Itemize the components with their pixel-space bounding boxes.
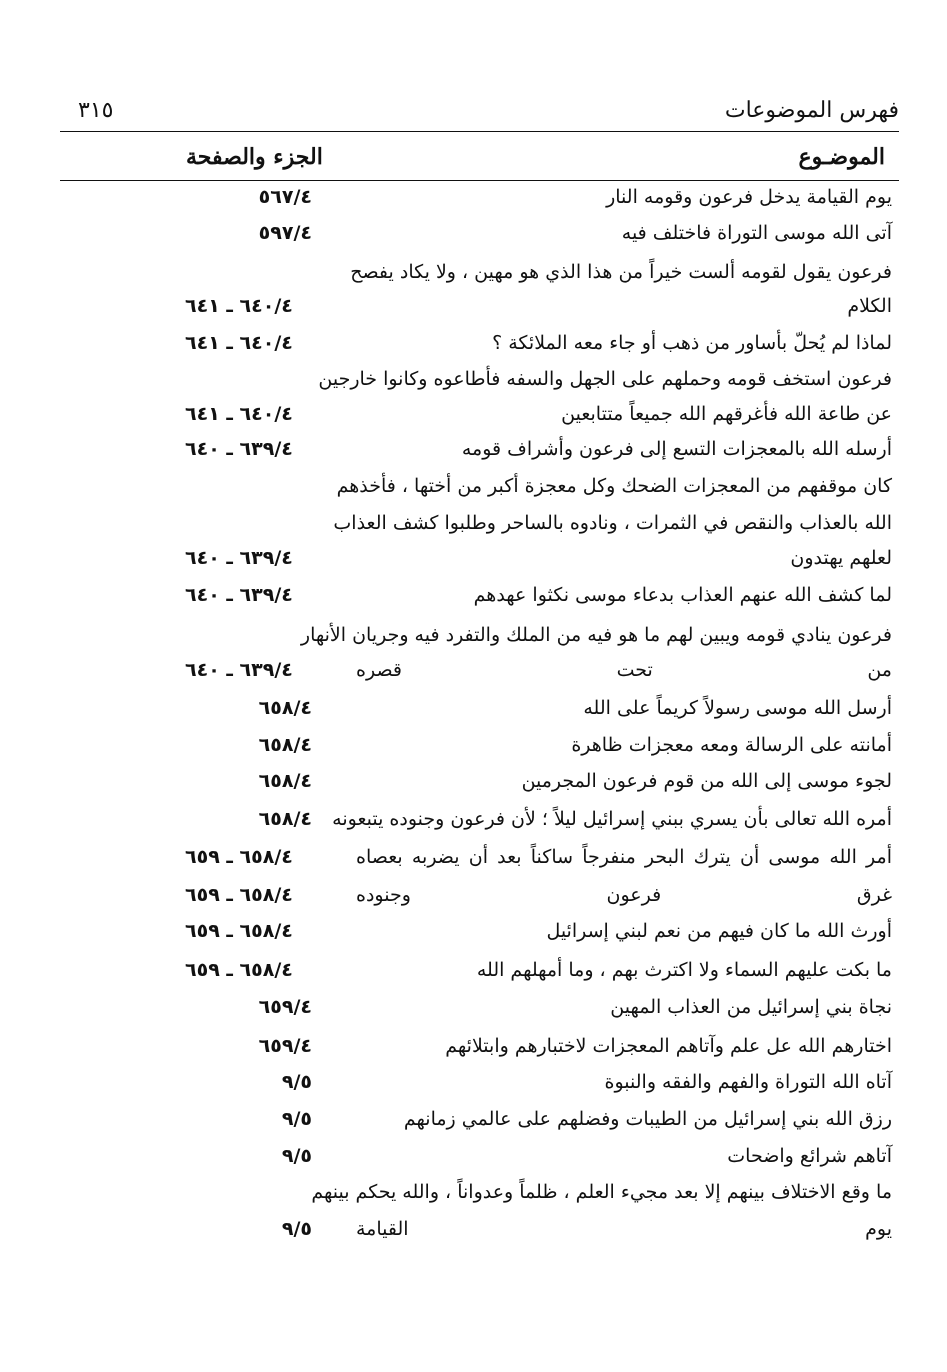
entry-page-ref: ٦٥٩/٤: [258, 996, 312, 1018]
entry-page-ref: ٥٦٧/٤: [258, 186, 312, 208]
entry-page-ref: ٦٣٩/٤ ـ ٦٤٠: [185, 547, 293, 569]
entry-page-ref: ٥٩٧/٤: [258, 222, 312, 244]
entry-line: الله بالعذاب والنقص في الثمرات ، ونادوه بالساحر وطلبوا كشف العذاب: [333, 512, 892, 534]
entry-page-ref: ٦٣٩/٤ ـ ٦٤٠: [185, 659, 293, 681]
entry-line: فرعون يقول لقومه ألست خيراً من هذا الذي هو مهين ، ولا يكاد يفصح: [350, 261, 892, 283]
entry-line: عن طاعة الله فأغرقهم الله جميعاً متتابعين: [561, 403, 892, 425]
entry-page-ref: ٦٥٨/٤ ـ ٦٥٩: [185, 920, 293, 942]
entry-line: أمره الله تعالى بأن يسري ببني إسرائيل ليلاً ؛ لأن فرعون وجنوده يتبعونه: [332, 808, 892, 830]
entry-line: نجاة بني إسرائيل من العذاب المهين: [610, 996, 892, 1018]
entry-line: يوم القيامة يدخل فرعون وقومه النار: [606, 186, 892, 208]
entry-page-ref: ٦٤٠/٤ ـ ٦٤١: [185, 295, 293, 317]
entry-page-ref: ٦٣٩/٤ ـ ٦٤٠: [185, 438, 293, 460]
column-header-volume-page: الجزء والصفحة: [186, 144, 323, 170]
entry-page-ref: ٩/٥: [281, 1145, 312, 1167]
entry-line: آتى الله موسى التوراة فاختلف فيه: [621, 222, 892, 244]
entry-line: فرعون ينادي قومه ويبين لهم ما هو فيه من الملك والتفرد فيه وجريان الأنهار: [300, 624, 892, 646]
entry-line: الكلام: [847, 295, 892, 317]
entry-line: لعلهم يهتدون: [790, 547, 892, 569]
entry-line: لجوء موسى إلى الله من قوم فرعون المجرمين: [521, 770, 892, 792]
entry-line: يوم القيامة: [356, 1218, 892, 1240]
entry-line: كان موقفهم من المعجزات الضحك وكل معجزة أكبر من أختها ، فأخذهم: [336, 475, 892, 497]
entry-line: أورث الله ما كان فيهم من نعم لبني إسرائيل: [546, 920, 892, 942]
entry-line: لما كشف الله عنهم العذاب بدعاء موسى نكثوا عهدهم: [473, 584, 892, 606]
entry-page-ref: ٩/٥: [281, 1071, 312, 1093]
entry-page-ref: ٦٥٨/٤ ـ ٦٥٩: [185, 884, 293, 906]
entry-line: أمانته على الرسالة ومعه معجزات ظاهرة: [571, 734, 892, 756]
entry-line: أرسل الله موسى رسولاً كريماً على الله: [583, 697, 892, 719]
entry-line: من تحت قصره: [356, 659, 892, 681]
entry-page-ref: ٦٤٠/٤ ـ ٦٤١: [185, 332, 293, 354]
entry-page-ref: ٦٥٨/٤: [258, 770, 312, 792]
entry-page-ref: ٩/٥: [281, 1108, 312, 1130]
entry-line: اختارهم الله عل علم وآتاهم المعجزات لاختبارهم وابتلائهم: [445, 1035, 892, 1057]
entry-line: لماذا لم يُحلّ بأساور من ذهب أو جاء معه الملائكة ؟: [492, 332, 892, 354]
entry-page-ref: ٦٥٨/٤ ـ ٦٥٩: [185, 846, 293, 868]
entry-line: ما بكت عليهم السماء ولا اكترث بهم ، وما أمهلهم الله: [476, 959, 892, 981]
entry-line: فرعون استخف قومه وحملهم على الجهل والسفه فأطاعوه وكانوا خارجين: [318, 368, 892, 390]
entry-page-ref: ٦٥٩/٤: [258, 1035, 312, 1057]
entry-page-ref: ٦٥٨/٤: [258, 734, 312, 756]
page-number: ٣١٥: [78, 98, 114, 123]
entry-line: أمر الله موسى أن يترك البحر منفرجاً ساكناً بعد أن يضربه بعصاه: [356, 846, 892, 868]
running-head-title: فهرس الموضوعات: [724, 98, 899, 123]
entry-page-ref: ٦٥٨/٤: [258, 697, 312, 719]
entry-page-ref: ٦٣٩/٤ ـ ٦٤٠: [185, 584, 293, 606]
entry-line: ما وقع الاختلاف بينهم إلا بعد مجيء العلم ، ظلماً وعدواناً ، والله يحكم بينهم: [311, 1181, 892, 1203]
entry-page-ref: ٦٥٨/٤: [258, 808, 312, 830]
entry-line: آتاه الله التوراة والفهم والفقه والنبوة: [604, 1071, 892, 1093]
entry-line: غرق فرعون وجنوده: [356, 884, 892, 906]
column-header-topic: الموضـوع: [798, 144, 885, 170]
entry-line: رزق الله بني إسرائيل من الطيبات وفضلهم على عالمي زمانهم: [403, 1108, 892, 1130]
entry-line: أرسله الله بالمعجزات التسع إلى فرعون وأشراف قومه: [461, 438, 892, 460]
entry-page-ref: ٩/٥: [281, 1218, 312, 1240]
entry-page-ref: ٦٥٨/٤ ـ ٦٥٩: [185, 959, 293, 981]
entry-page-ref: ٦٤٠/٤ ـ ٦٤١: [185, 403, 293, 425]
entry-line: آتاهم شرائع واضحات: [727, 1145, 892, 1167]
